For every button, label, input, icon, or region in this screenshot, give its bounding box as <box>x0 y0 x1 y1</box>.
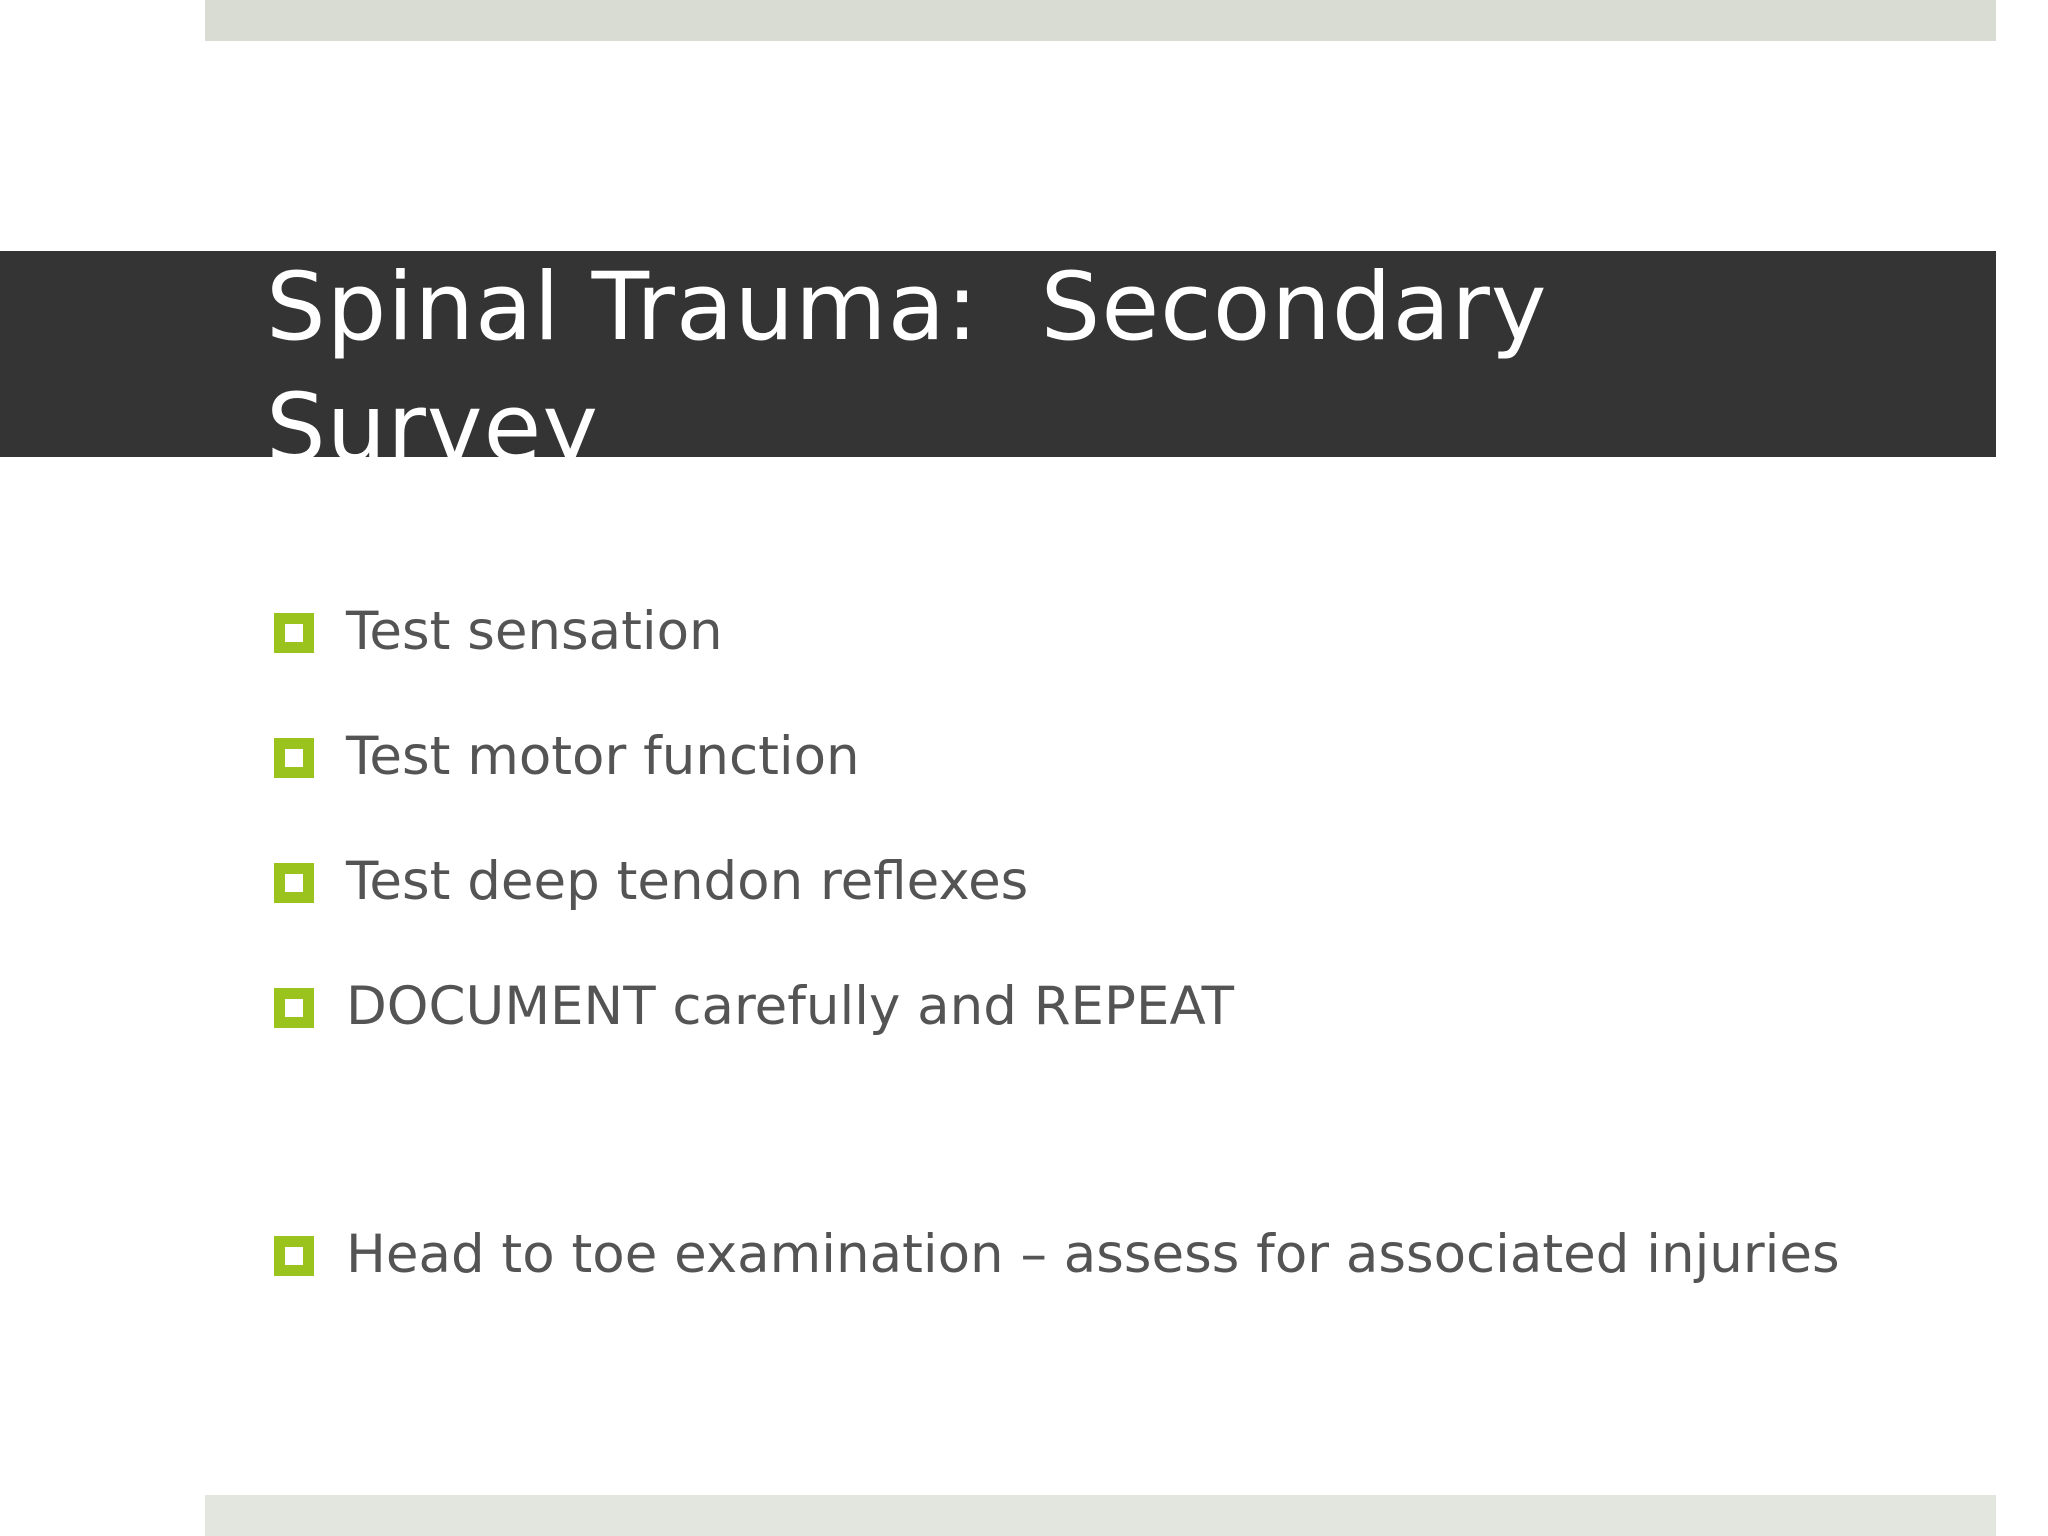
bullet-text: DOCUMENT carefully and REPEAT <box>346 976 1235 1037</box>
square-bullet-icon <box>274 613 314 653</box>
bullet-item <box>274 847 1974 917</box>
bullet-item <box>274 1220 1974 1290</box>
bullet-item <box>274 597 1974 667</box>
bullet-text: Test deep tendon reflexes <box>346 851 1029 912</box>
bullet-text: Test sensation <box>346 601 723 662</box>
bullet-text: Head to toe examination – assess for associated injuries <box>346 1224 1840 1285</box>
slide-title: Spinal Trauma: Secondary Survey <box>266 253 1548 483</box>
square-bullet-icon <box>274 738 314 778</box>
top-decorative-band <box>205 0 1996 41</box>
bullet-text: Test motor function <box>346 726 860 787</box>
bullet-item <box>274 722 1974 792</box>
title-bar <box>0 251 1996 483</box>
bullet-item <box>274 972 1974 1042</box>
square-bullet-icon <box>274 863 314 903</box>
square-bullet-icon <box>274 988 314 1028</box>
square-bullet-icon <box>274 1236 314 1276</box>
bottom-decorative-band <box>205 1495 1996 1536</box>
